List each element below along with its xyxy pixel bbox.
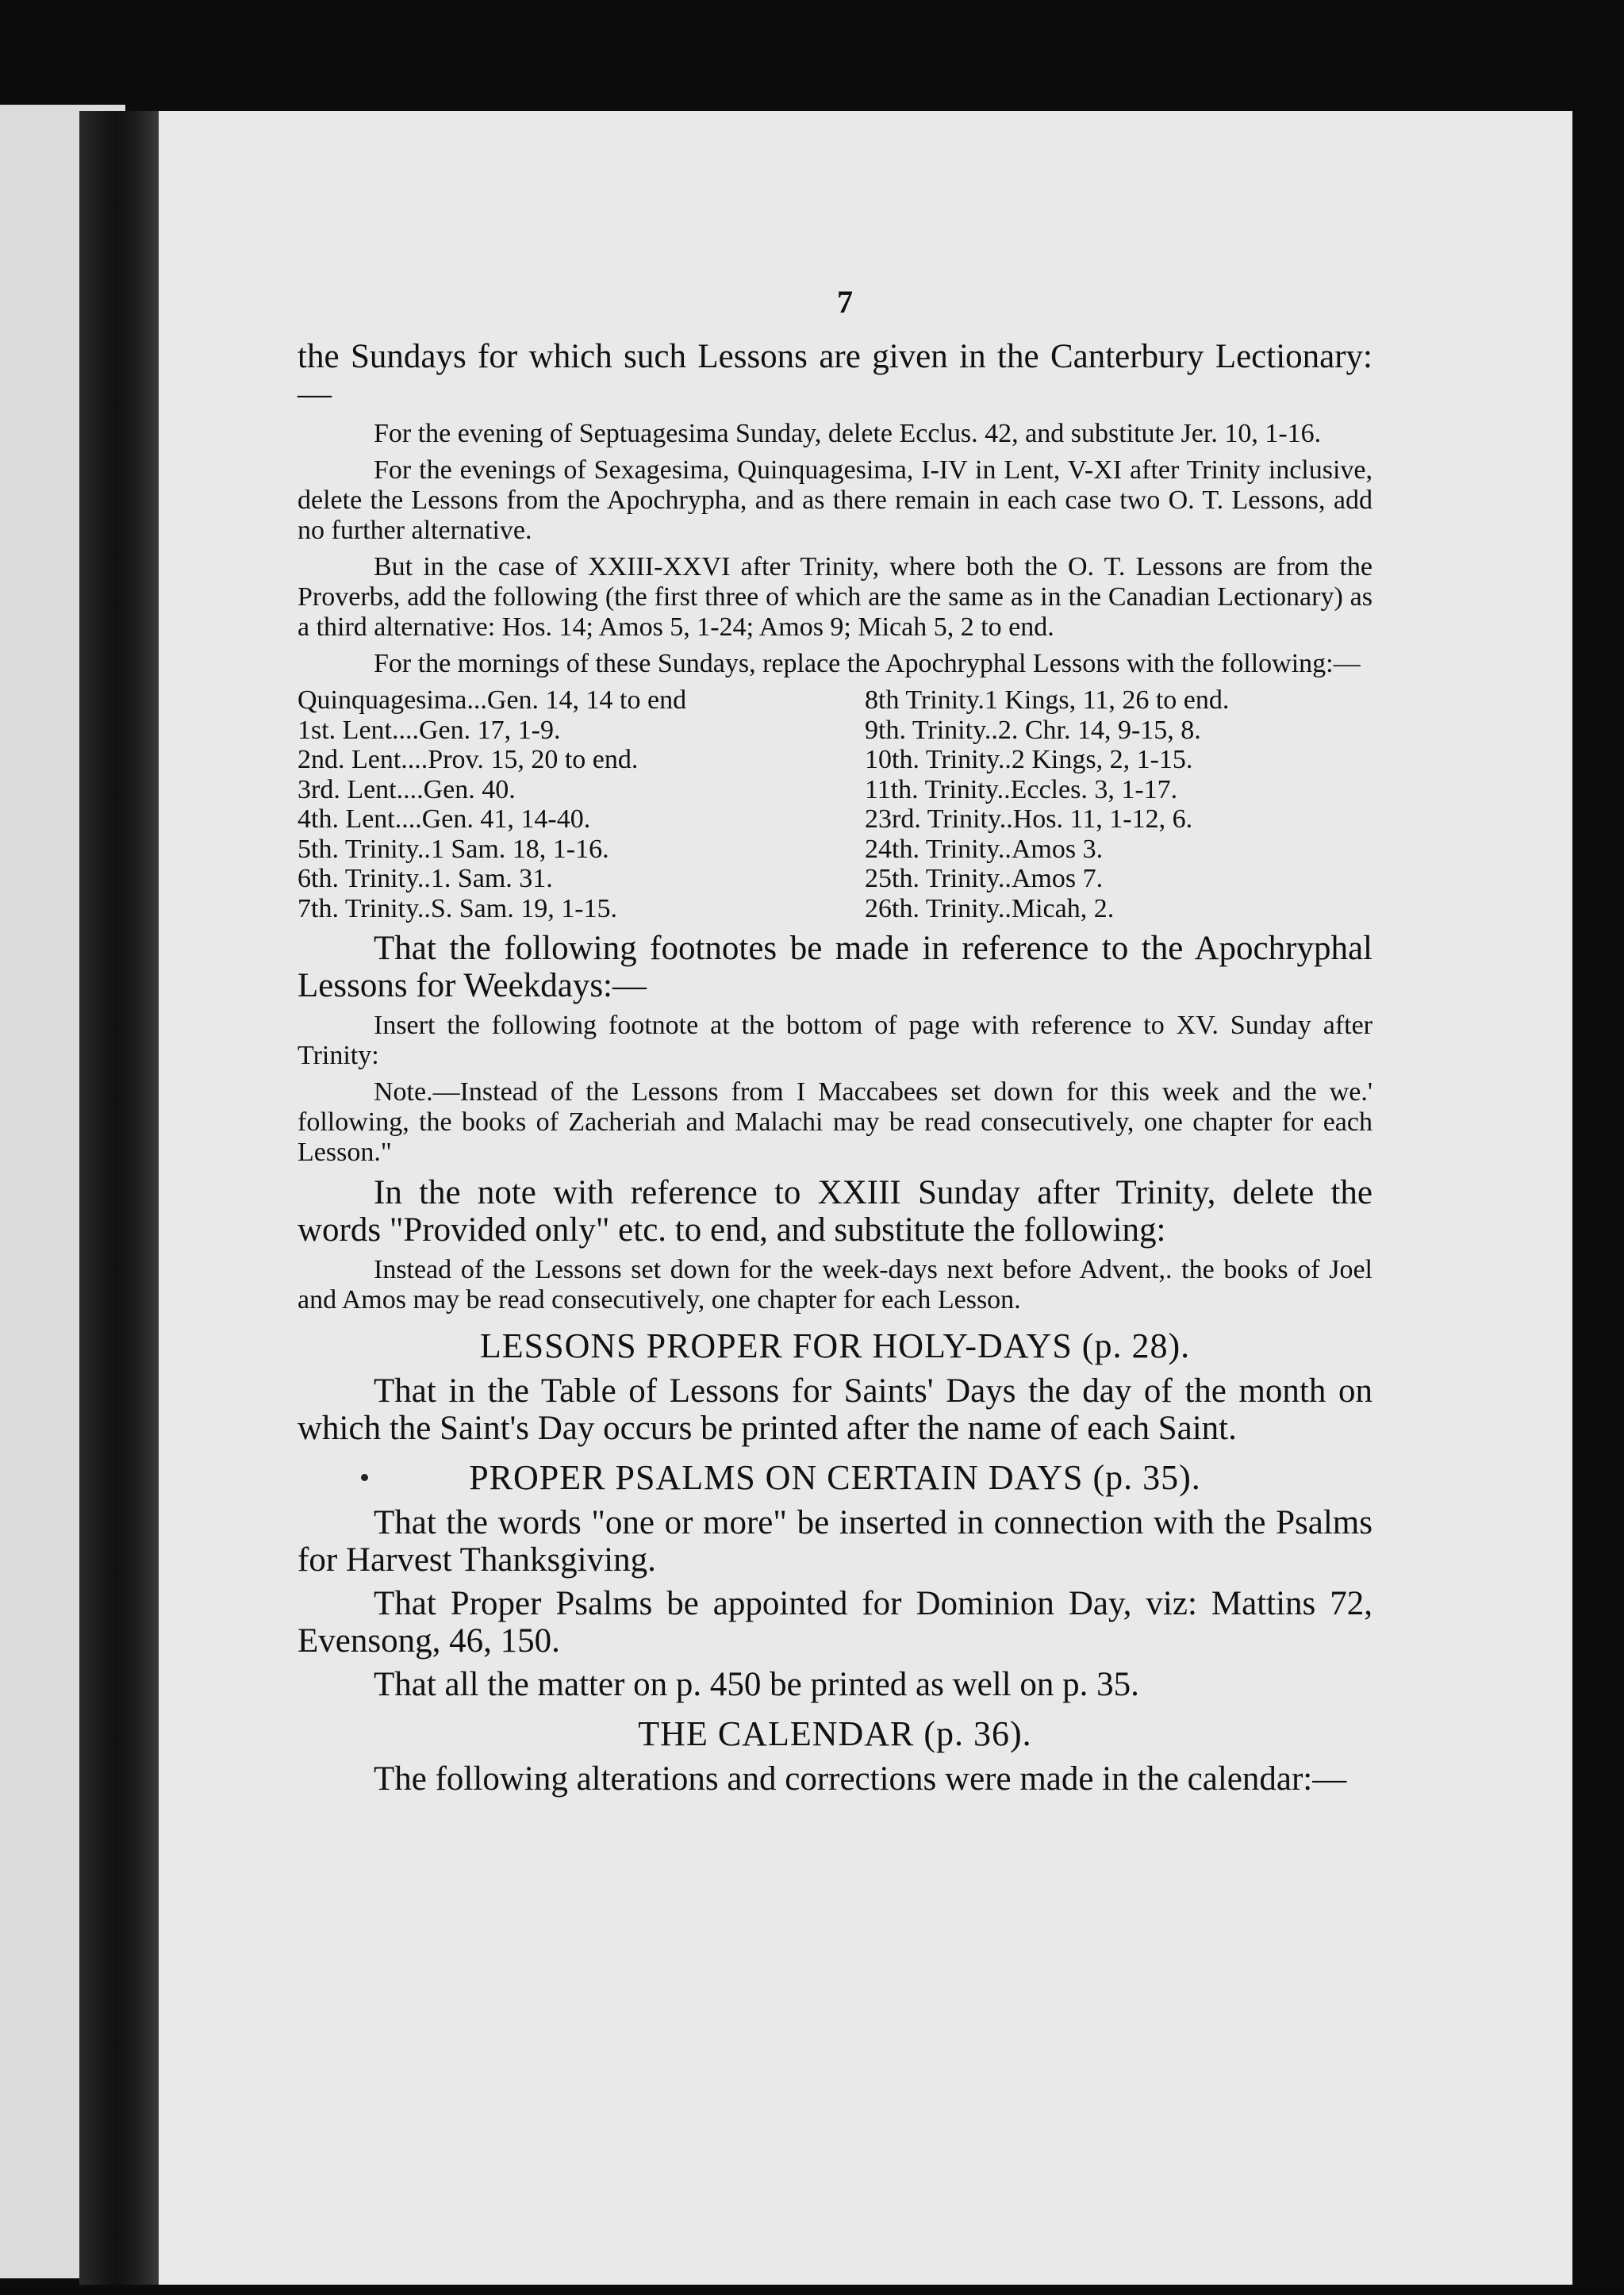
paragraph-xxiii-trinity: But in the case of XXIII-XXVI after Trinity, where both the O. T. Lessons are from the Proverbs, add the following (the first three of which are the same as in the Canadian Lectionary) as a third alternative: Hos. 14; Amos 5, 1-24; Amos 9; Micah 5, 2 to end. bbox=[298, 552, 1373, 642]
paragraph-insert-footnote: Insert the following footnote at the bottom of page with reference to XV. Sunday after Trinity: bbox=[298, 1011, 1373, 1070]
lesson-row: 11th. Trinity..Eccles. 3, 1-17. bbox=[865, 774, 1178, 804]
heading-calendar: THE CALENDAR (p. 36). bbox=[638, 1714, 1032, 1753]
paragraph-xxiii-note: In the note with reference to XXIII Sunday after Trinity, delete the words "Provided only" etc. to end, and substitute the following: bbox=[298, 1174, 1373, 1249]
lesson-row: 9th. Trinity..2. Chr. 14, 9-15, 8. bbox=[865, 715, 1201, 745]
paragraph-intro: the Sundays for which such Lessons are given in the Canterbury Lectionary:— bbox=[298, 338, 1373, 413]
lesson-row: 23rd. Trinity..Hos. 11, 1-12, 6. bbox=[865, 804, 1193, 834]
paragraph-matter-p450: That all the matter on p. 450 be printed as well on p. 35. bbox=[374, 1666, 1139, 1703]
lesson-row: 2nd. Lent....Prov. 15, 20 to end. bbox=[298, 745, 639, 774]
paragraph-dominion-day: That Proper Psalms be appointed for Dominion Day, viz: Mattins 72, Evensong, 46, 150. bbox=[298, 1585, 1373, 1660]
lesson-row: 26th. Trinity..Micah, 2. bbox=[865, 893, 1115, 923]
lessons-left-column bbox=[298, 685, 821, 923]
lesson-row: Quinquagesima...Gen. 14, 14 to end bbox=[298, 685, 687, 715]
paragraph-harvest: That the words "one or more" be inserted in connection with the Psalms for Harvest Thanksgiving. bbox=[298, 1504, 1373, 1579]
paragraph-note: Note.—Instead of the Lessons from I Maccabees set down for this week and the we.' following, the books of Zacheriah and Malachi may be read consecutively, one chapter for each Lesson." bbox=[298, 1077, 1373, 1167]
lesson-row: 25th. Trinity..Amos 7. bbox=[865, 864, 1104, 893]
heading-proper-psalms: PROPER PSALMS ON CERTAIN DAYS (p. 35). bbox=[469, 1458, 1201, 1497]
lesson-row: 3rd. Lent....Gen. 40. bbox=[298, 774, 516, 804]
page-number: 7 bbox=[837, 284, 853, 320]
lessons-right-column bbox=[865, 685, 1373, 923]
paragraph-sexagesima: For the evenings of Sexagesima, Quinquagesima, I-IV in Lent, V-XI after Trinity inclusive, delete the Lessons from the Apochrypha, and as there remain in each case two O. T. Lessons, add no further alternative. bbox=[298, 455, 1373, 545]
book-spine bbox=[79, 111, 159, 2285]
page bbox=[159, 111, 1572, 2285]
lesson-row: 8th Trinity.1 Kings, 11, 26 to end. bbox=[865, 685, 1230, 715]
page-text bbox=[298, 283, 1373, 1798]
paragraph-calendar: The following alterations and corrections were made in the calendar:— bbox=[374, 1760, 1347, 1798]
heading-holy-days: LESSONS PROPER FOR HOLY-DAYS (p. 28). bbox=[479, 1326, 1191, 1365]
lesson-row: 4th. Lent....Gen. 41, 14-40. bbox=[298, 804, 591, 834]
lessons-table bbox=[298, 685, 1373, 923]
lesson-row: 24th. Trinity..Amos 3. bbox=[865, 834, 1104, 864]
paragraph-advent: Instead of the Lessons set down for the week-days next before Advent,. the books of Joel and Amos may be read consecutively, one chapter for each Lesson. bbox=[298, 1255, 1373, 1314]
lesson-row: 6th. Trinity..1. Sam. 31. bbox=[298, 864, 553, 893]
lesson-row: 7th. Trinity..S. Sam. 19, 1-15. bbox=[298, 893, 618, 923]
paragraph-septuagesima: For the evening of Septuagesima Sunday, delete Ecclus. 42, and substitute Jer. 10, 1-16. bbox=[374, 419, 1322, 448]
paragraph-saints: That in the Table of Lessons for Saints' Days the day of the month on which the Saint's Day occurs be printed after the name of each Saint. bbox=[298, 1372, 1373, 1447]
lesson-row: 10th. Trinity..2 Kings, 2, 1-15. bbox=[865, 745, 1193, 774]
paragraph-mornings: For the mornings of these Sundays, replace the Apochryphal Lessons with the following:— bbox=[374, 649, 1361, 678]
lesson-row: 5th. Trinity..1 Sam. 18, 1-16. bbox=[298, 834, 609, 864]
lesson-row: 1st. Lent....Gen. 17, 1-9. bbox=[298, 715, 561, 745]
paragraph-footnotes: That the following footnotes be made in reference to the Apochryphal Lessons for Weekdays:— bbox=[298, 930, 1373, 1004]
